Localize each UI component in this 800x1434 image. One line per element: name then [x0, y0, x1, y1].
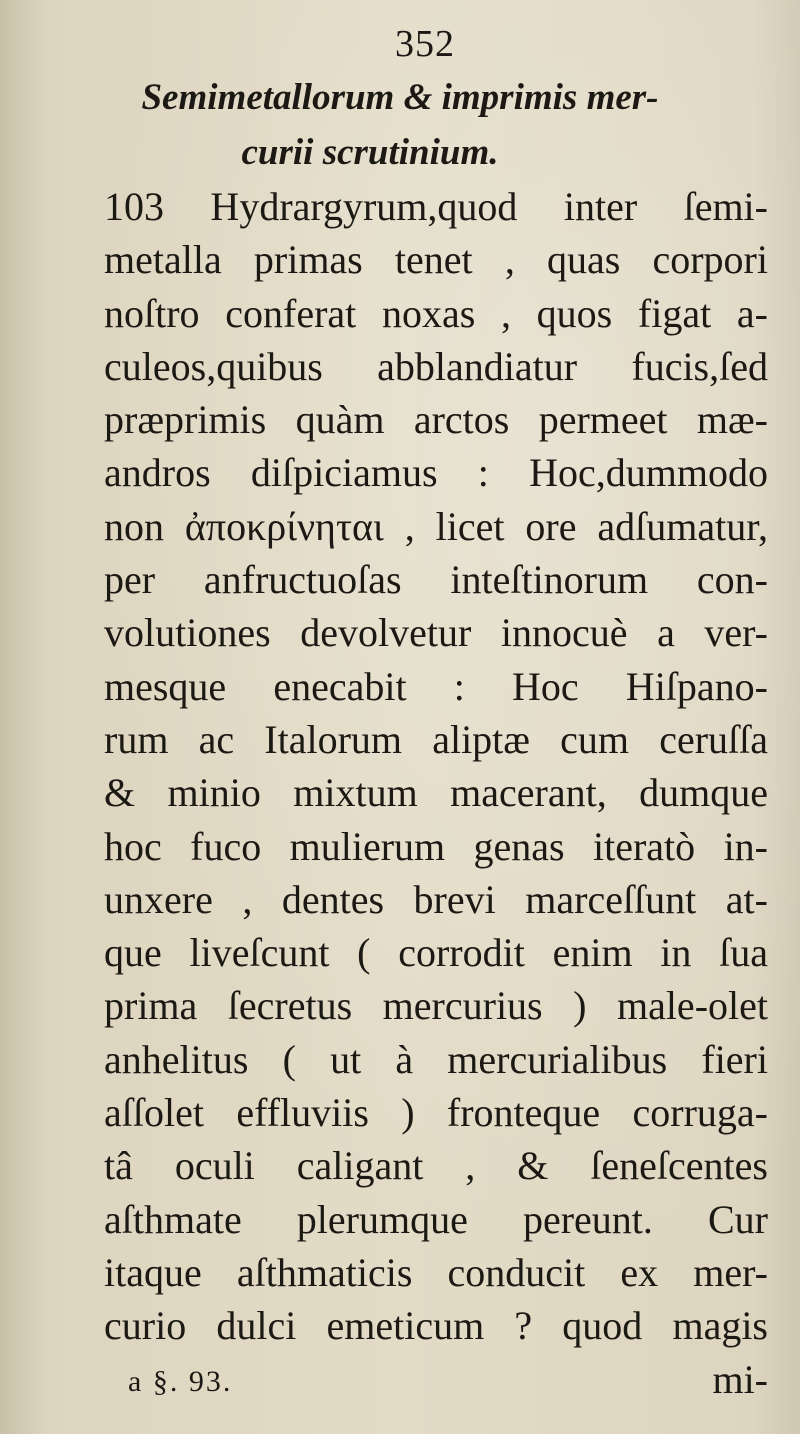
text-line: præprimis quàm arctos permeet mæ-: [104, 397, 768, 443]
text-line: 103 Hydrargyrum,quod inter ſemi-: [104, 184, 768, 229]
text-line: hoc fuco mulierum genas iteratò in-: [104, 823, 768, 869]
text-line: metalla primas tenet , quas corpori: [104, 237, 768, 283]
body-text: [104, 180, 768, 1406]
text-line: aſſolet effluviis ) fronteque corruga-: [104, 1090, 768, 1136]
text-line: & minio mixtum macerant, dumque: [104, 770, 768, 816]
text-line: itaque aſthmaticis conducit ex mer-: [104, 1249, 768, 1295]
text-line: anhelitus ( ut à mercurialibus fieri: [104, 1036, 768, 1082]
text-line: prima ſecretus mercurius ) male-olet: [104, 983, 768, 1029]
text-line: curio dulci emeticum ? quod magis: [104, 1303, 768, 1349]
page-number: 352: [395, 23, 455, 65]
text-line: rum ac Italorum aliptæ cum ceruſſa: [104, 716, 768, 762]
text-line: aſthmate plerumque pereunt. Cur: [104, 1196, 768, 1242]
text-line: mesque enecabit : Hoc Hiſpano-: [104, 663, 768, 709]
text-line: andros diſpiciamus : Hoc,dummodo: [104, 450, 768, 496]
text-line: unxere , dentes brevi marceſſunt at-: [104, 876, 768, 922]
text-line: tâ oculi caligant , & ſeneſcentes: [104, 1143, 768, 1189]
text-line: non ἀποκρίνηται , licet ore adſumatur,: [104, 503, 768, 549]
text-line: noſtro conferat noxas , quos figat a-: [104, 290, 768, 336]
section-heading-line-1: Semimetallorum & imprimis mer-: [141, 77, 659, 118]
catchword: mi-: [712, 1356, 768, 1402]
text-line: que liveſcunt ( corrodit enim in ſua: [104, 930, 768, 976]
text-line: volutiones devolvetur innocuè a ver-: [104, 610, 768, 656]
footnote: a §. 93.: [128, 1365, 233, 1398]
text-line: per anfructuoſas inteſtinorum con-: [104, 557, 768, 603]
section-heading-line-2: curii scrutinium.: [241, 132, 499, 173]
text-line: culeos,quibus abblandiatur fucis,ſed: [104, 343, 768, 389]
